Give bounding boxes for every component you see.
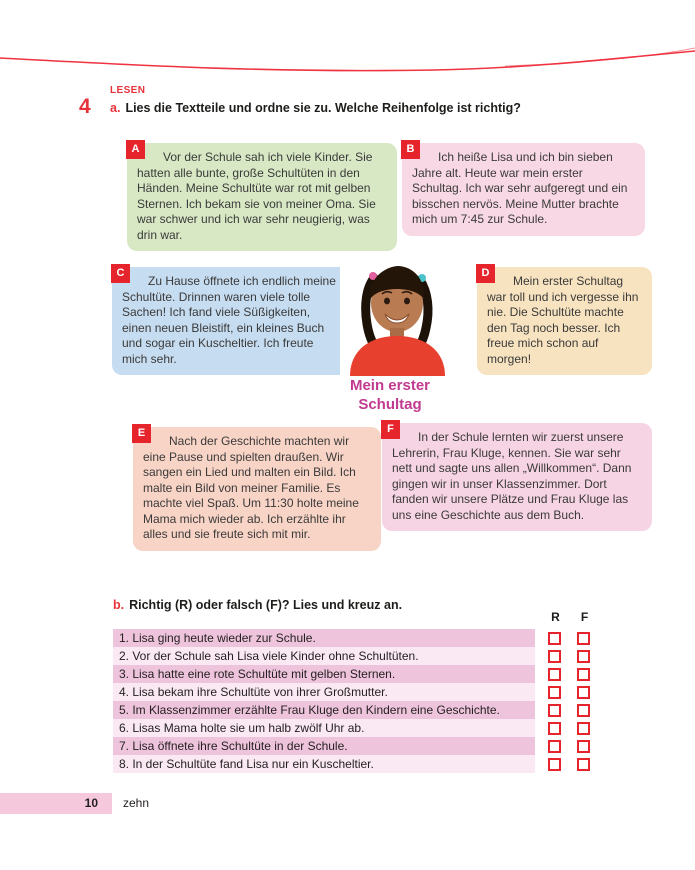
photo-caption: Mein erster Schultag (349, 377, 431, 413)
text-box-c-text: Zu Hause öffnete ich endlich meine Schultüte. Drinnen waren viele tolle Sachen! Ich fand viele Süßigkeiten, einen neuen Bleistift, ein kleines Buch und sogar ein Kuscheltier. Ich freute mich sehr. (122, 274, 336, 366)
statement-row (113, 683, 590, 701)
badge-d: D (476, 264, 495, 283)
text-box-e (133, 427, 381, 551)
section-label: LESEN (110, 85, 146, 96)
instruction-a (110, 101, 650, 115)
text-box-b-text: Ich heiße Lisa und ich bin sieben Jahre alt. Heute war mein erster Schultag. Ich war sehr aufgeregt und ein bisschen nervös. Meine Mutter brachte mich um 7:45 zur Schule. (412, 150, 628, 226)
footer-page-bar (0, 793, 112, 814)
checkbox-f-8[interactable] (577, 758, 590, 771)
checkbox-r-1[interactable] (548, 632, 561, 645)
badge-c: C (111, 264, 130, 283)
part-a-label: a. (110, 101, 121, 115)
text-box-e-text: Nach der Geschichte machten wir eine Pause und spielten draußen. Wir sangen ein Lied und malten ein Bild. Ich malte ein Bild von meiner Familie. Es machte viel Spaß. Um 11:30 holte meine Mama mich wieder ab. Ich erzählte ihr alles und sie freute sich mit mir. (143, 434, 359, 541)
girl-illustration (340, 258, 455, 376)
badge-e: E (132, 424, 151, 443)
badge-b: B (401, 140, 420, 159)
text-box-d (477, 267, 652, 375)
statement-row (113, 737, 590, 755)
checkbox-r-6[interactable] (548, 722, 561, 735)
checkbox-f-7[interactable] (577, 740, 590, 753)
text-box-d-text: Mein erster Schultag war toll und ich vergesse ihn nie. Die Schultüte machte den Tag noch besser. Ich freue mich schon auf morgen! (487, 274, 639, 366)
text-box-a-text: Vor der Schule sah ich viele Kinder. Sie hatten alle bunte, große Schultüten in den Händen. Meine Schultüte war rot mit gelben Sternen. Ich bekam sie von meiner Oma. Sie war schwer und ich war sehr neugierig, was drin war. (137, 150, 376, 242)
page-number-word: zehn (123, 796, 150, 810)
true-false-table (113, 629, 590, 773)
checkbox-r-8[interactable] (548, 758, 561, 771)
page-number: 10 (84, 796, 98, 810)
statement-text: 6. Lisas Mama holte sie um halb zwölf Uhr ab. (113, 719, 535, 737)
statement-row (113, 701, 590, 719)
header-wave-line (0, 0, 695, 90)
student-photo (340, 258, 455, 376)
checkbox-r-5[interactable] (548, 704, 561, 717)
badge-a: A (126, 140, 145, 159)
part-a-text: Lies die Textteile und ordne sie zu. Welche Reihenfolge ist richtig? (125, 101, 521, 115)
part-b-text: Richtig (R) oder falsch (F)? Lies und kreuz an. (129, 598, 403, 612)
text-box-a (127, 143, 397, 251)
statement-text: 3. Lisa hatte eine rote Schultüte mit gelben Sternen. (113, 665, 535, 683)
statement-text: 2. Vor der Schule sah Lisa viele Kinder ohne Schultüten. (113, 647, 535, 665)
checkbox-r-3[interactable] (548, 668, 561, 681)
statement-row (113, 755, 590, 773)
checkbox-f-2[interactable] (577, 650, 590, 663)
checkbox-f-4[interactable] (577, 686, 590, 699)
checkbox-r-7[interactable] (548, 740, 561, 753)
statement-row (113, 647, 590, 665)
badge-f: F (381, 420, 400, 439)
text-box-f (382, 423, 652, 531)
text-box-b (402, 143, 645, 236)
checkbox-f-6[interactable] (577, 722, 590, 735)
statement-row (113, 629, 590, 647)
part-b-label: b. (113, 598, 125, 612)
text-box-f-text: In der Schule lernten wir zuerst unsere Lehrerin, Frau Kluge, kennen. Sie war sehr nett und sagte uns allen „Willkommen“. Dann gingen wir in unser Klassenzimmer. Dort fanden wir unsere Plätze und Frau Kluge las uns eine Geschichte aus dem Buch. (392, 430, 632, 522)
statement-text: 1. Lisa ging heute wieder zur Schule. (113, 629, 535, 647)
checkbox-r-2[interactable] (548, 650, 561, 663)
statement-text: 8. In der Schultüte fand Lisa nur ein Kuscheltier. (113, 755, 535, 773)
checkbox-f-5[interactable] (577, 704, 590, 717)
text-box-c (112, 267, 350, 375)
exercise-number: 4 (79, 95, 91, 118)
statement-text: 5. Im Klassenzimmer erzählte Frau Kluge den Kindern eine Geschichte. (113, 701, 535, 719)
statement-row (113, 665, 590, 683)
statement-row (113, 719, 590, 737)
checkbox-r-4[interactable] (548, 686, 561, 699)
instruction-b (113, 598, 653, 612)
checkbox-f-1[interactable] (577, 632, 590, 645)
statement-text: 4. Lisa bekam ihre Schultüte von ihrer Großmutter. (113, 683, 535, 701)
column-header-f: F (580, 610, 589, 624)
column-header-r: R (551, 610, 560, 624)
checkbox-f-3[interactable] (577, 668, 590, 681)
statement-text: 7. Lisa öffnete ihre Schultüte in der Schule. (113, 737, 535, 755)
